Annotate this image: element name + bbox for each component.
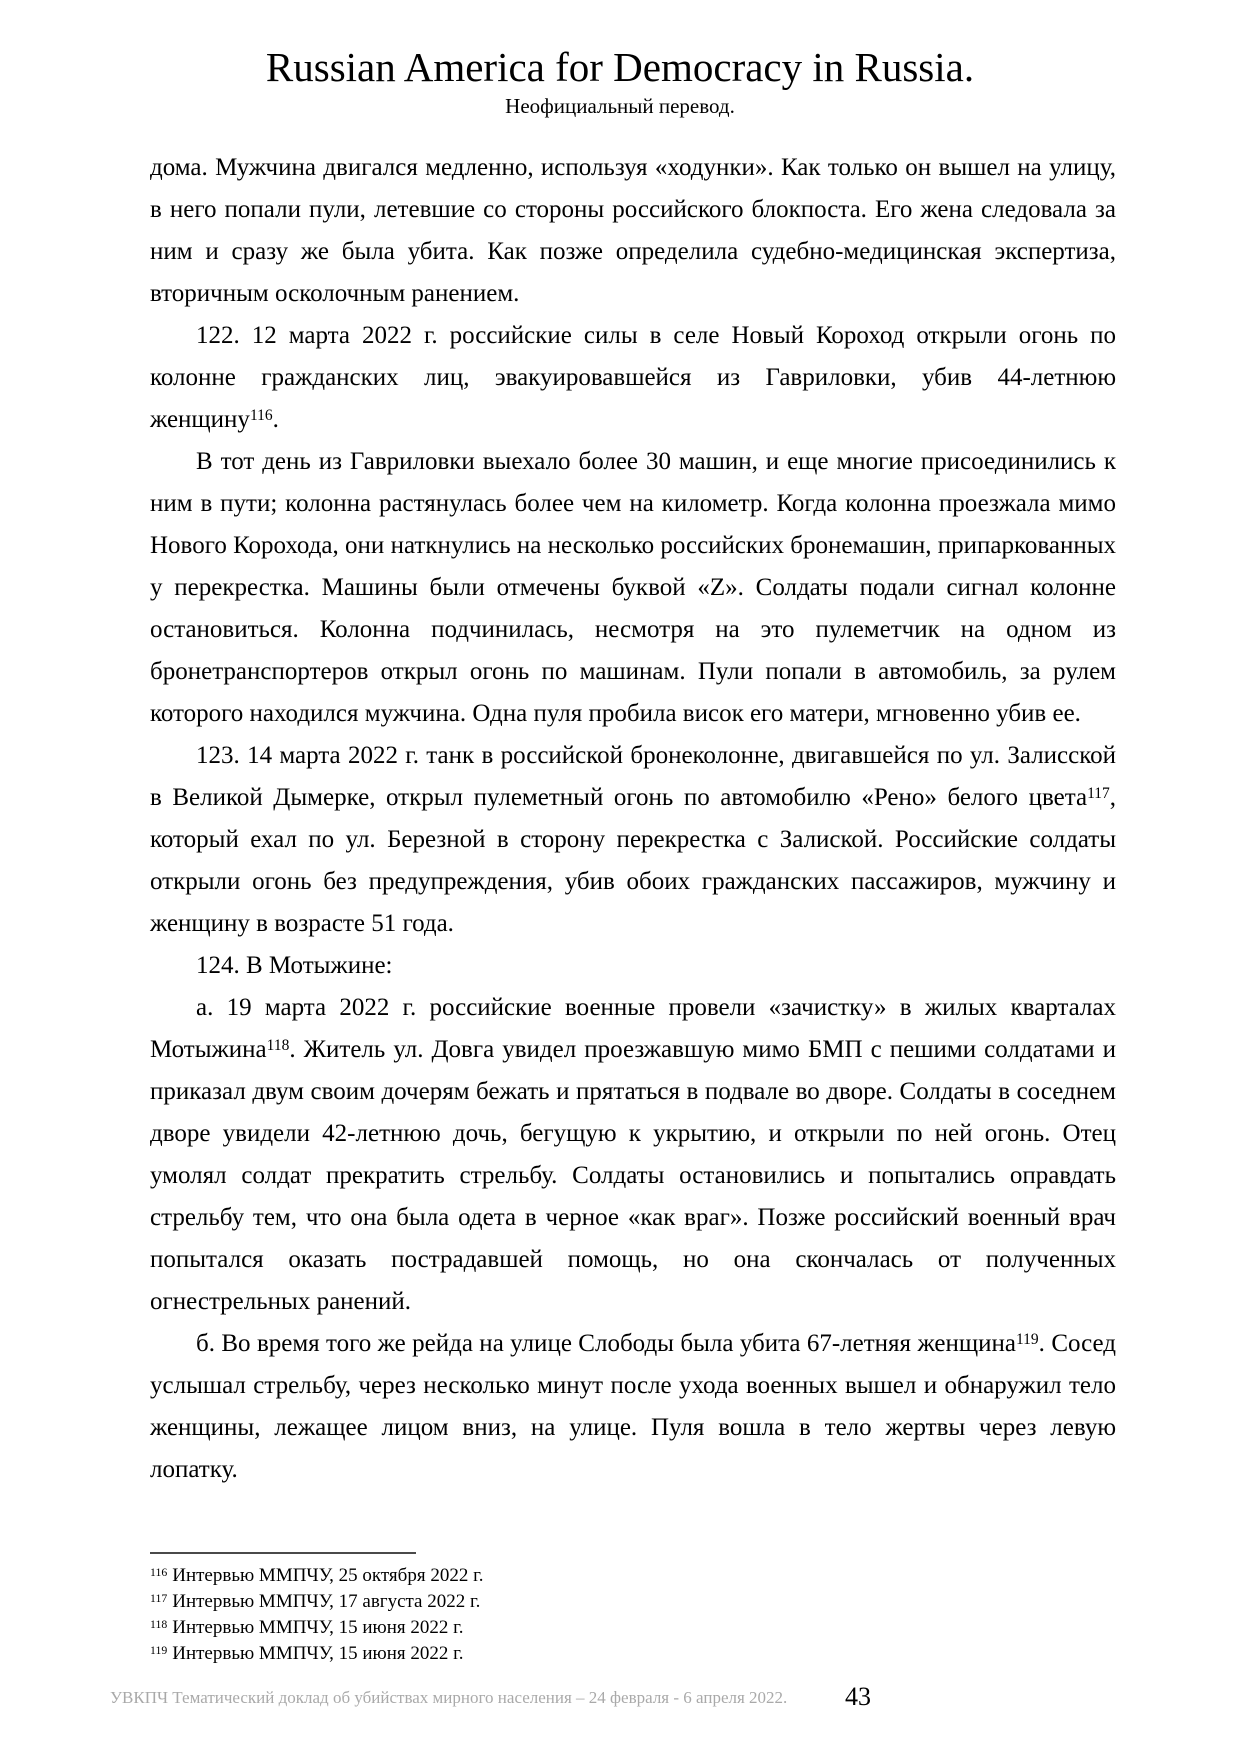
document-body	[150, 147, 1116, 1491]
footnote-item: $^{116}$ Интервью ММПЧУ, 25 октября 2022 г.	[150, 1565, 484, 1586]
document-subtitle: Неофициальный перевод.	[505, 94, 735, 119]
footnote-item: $^{118}$ Интервью ММПЧУ, 15 июня 2022 г.	[150, 1617, 464, 1638]
footnotes-section	[150, 1552, 1116, 1667]
footnote-item: $^{117}$ Интервью ММПЧУ, 17 августа 2022 г.	[150, 1591, 481, 1612]
footnote-number: 119	[150, 1643, 168, 1657]
paragraph: 122. 12 марта 2022 г. российские силы в селе Новый Короход открыли огонь по колонне гражданских лиц, эвакуировавшейся из Гавриловки, убив 44-летнюю женщину$^{116}$.	[150, 322, 1116, 433]
footer-text: УВКПЧ Тематический доклад об убийствах мирного населения – 24 февраля - 6 апреля 2022.	[110, 1688, 788, 1707]
paragraph: а. 19 марта 2022 г. российские военные провели «зачистку» в жилых кварталах Мотыжина$^{118}$. Житель ул. Довга увидел проезжавшую мимо БМП с пешими солдатами и приказал двум своим дочерям бежать и прятаться в подвале во дворе. Солдаты в соседнем дворе увидели 42-летнюю дочь, бегущую к укрытию, и открыли по ней огонь. Отец умолял солдат прекратить стрельбу. Солдаты остановились и попытались оправдать стрельбу тем, что она была одета в черное «как враг». Позже российский военный врач попытался оказать пострадавшей помощь, но она скончалась от полученных огнестрельных ранений.	[150, 994, 1116, 1315]
footnote-number: 116	[150, 1565, 168, 1579]
paragraph: 124. В Мотыжине:	[196, 952, 393, 979]
footnote-number: 117	[150, 1591, 168, 1605]
document-title: Russian America for Democracy in Russia.	[265, 44, 975, 90]
footnote-number: 118	[150, 1617, 168, 1631]
footnote-ref: 117	[1087, 785, 1110, 803]
footnote-list	[150, 1563, 1116, 1667]
footnote-item: $^{119}$ Интервью ММПЧУ, 15 июня 2022 г.	[150, 1643, 464, 1664]
page-number: 43	[845, 1682, 871, 1711]
footnote-ref: 116	[249, 407, 273, 425]
document-header	[0, 44, 1240, 119]
paragraph: В тот день из Гавриловки выехало более 30 машин, и еще многие присоединились к ним в пути; колонна растянулась более чем на километр. Когда колонна проезжала мимо Нового Корохода, они наткнулись на несколько российских бронемашин, припаркованных у перекрестка. Машины были отмечены буквой «Z». Солдаты подали сигнал колонне остановиться. Колонна подчинилась, несмотря на это пулеметчик на одном из бронетранспортеров открыл огонь по машинам. Пули попали в автомобиль, за рулем которого находился мужчина. Одна пуля пробила висок его матери, мгновенно убив ее.	[150, 448, 1116, 727]
footnote-ref: 118	[266, 1037, 290, 1055]
footnote-separator	[150, 1552, 416, 1554]
paragraph: б. Во время того же рейда на улице Слободы была убита 67-летняя женщина$^{119}$. Сосед услышал стрельбу, через несколько минут после ухода военных вышел и обнаружил тело женщины, лежащее лицом вниз, на улице. Пуля вошла в тело жертвы через левую лопатку.	[150, 1330, 1117, 1483]
footnote-ref: 119	[1015, 1331, 1039, 1349]
paragraph: дома. Мужчина двигался медленно, используя «ходунки». Как только он вышел на улицу, в него попали пули, летевшие со стороны российского блокпоста. Его жена следовала за ним и сразу же была убита. Как позже определила судебно-медицинская экспертиза, вторичным осколочным ранением.	[150, 154, 1116, 307]
paragraph: 123. 14 марта 2022 г. танк в российской бронеколонне, двигавшейся по ул. Залисской в Великой Дымерке, открыл пулеметный огонь по автомобилю «Рено» белого цвета$^{117}$, который ехал по ул. Березной в сторону перекрестка с Залиской. Российские солдаты открыли огонь без предупреждения, убив обоих гражданских пассажиров, мужчину и женщину в возрасте 51 года.	[150, 742, 1116, 937]
